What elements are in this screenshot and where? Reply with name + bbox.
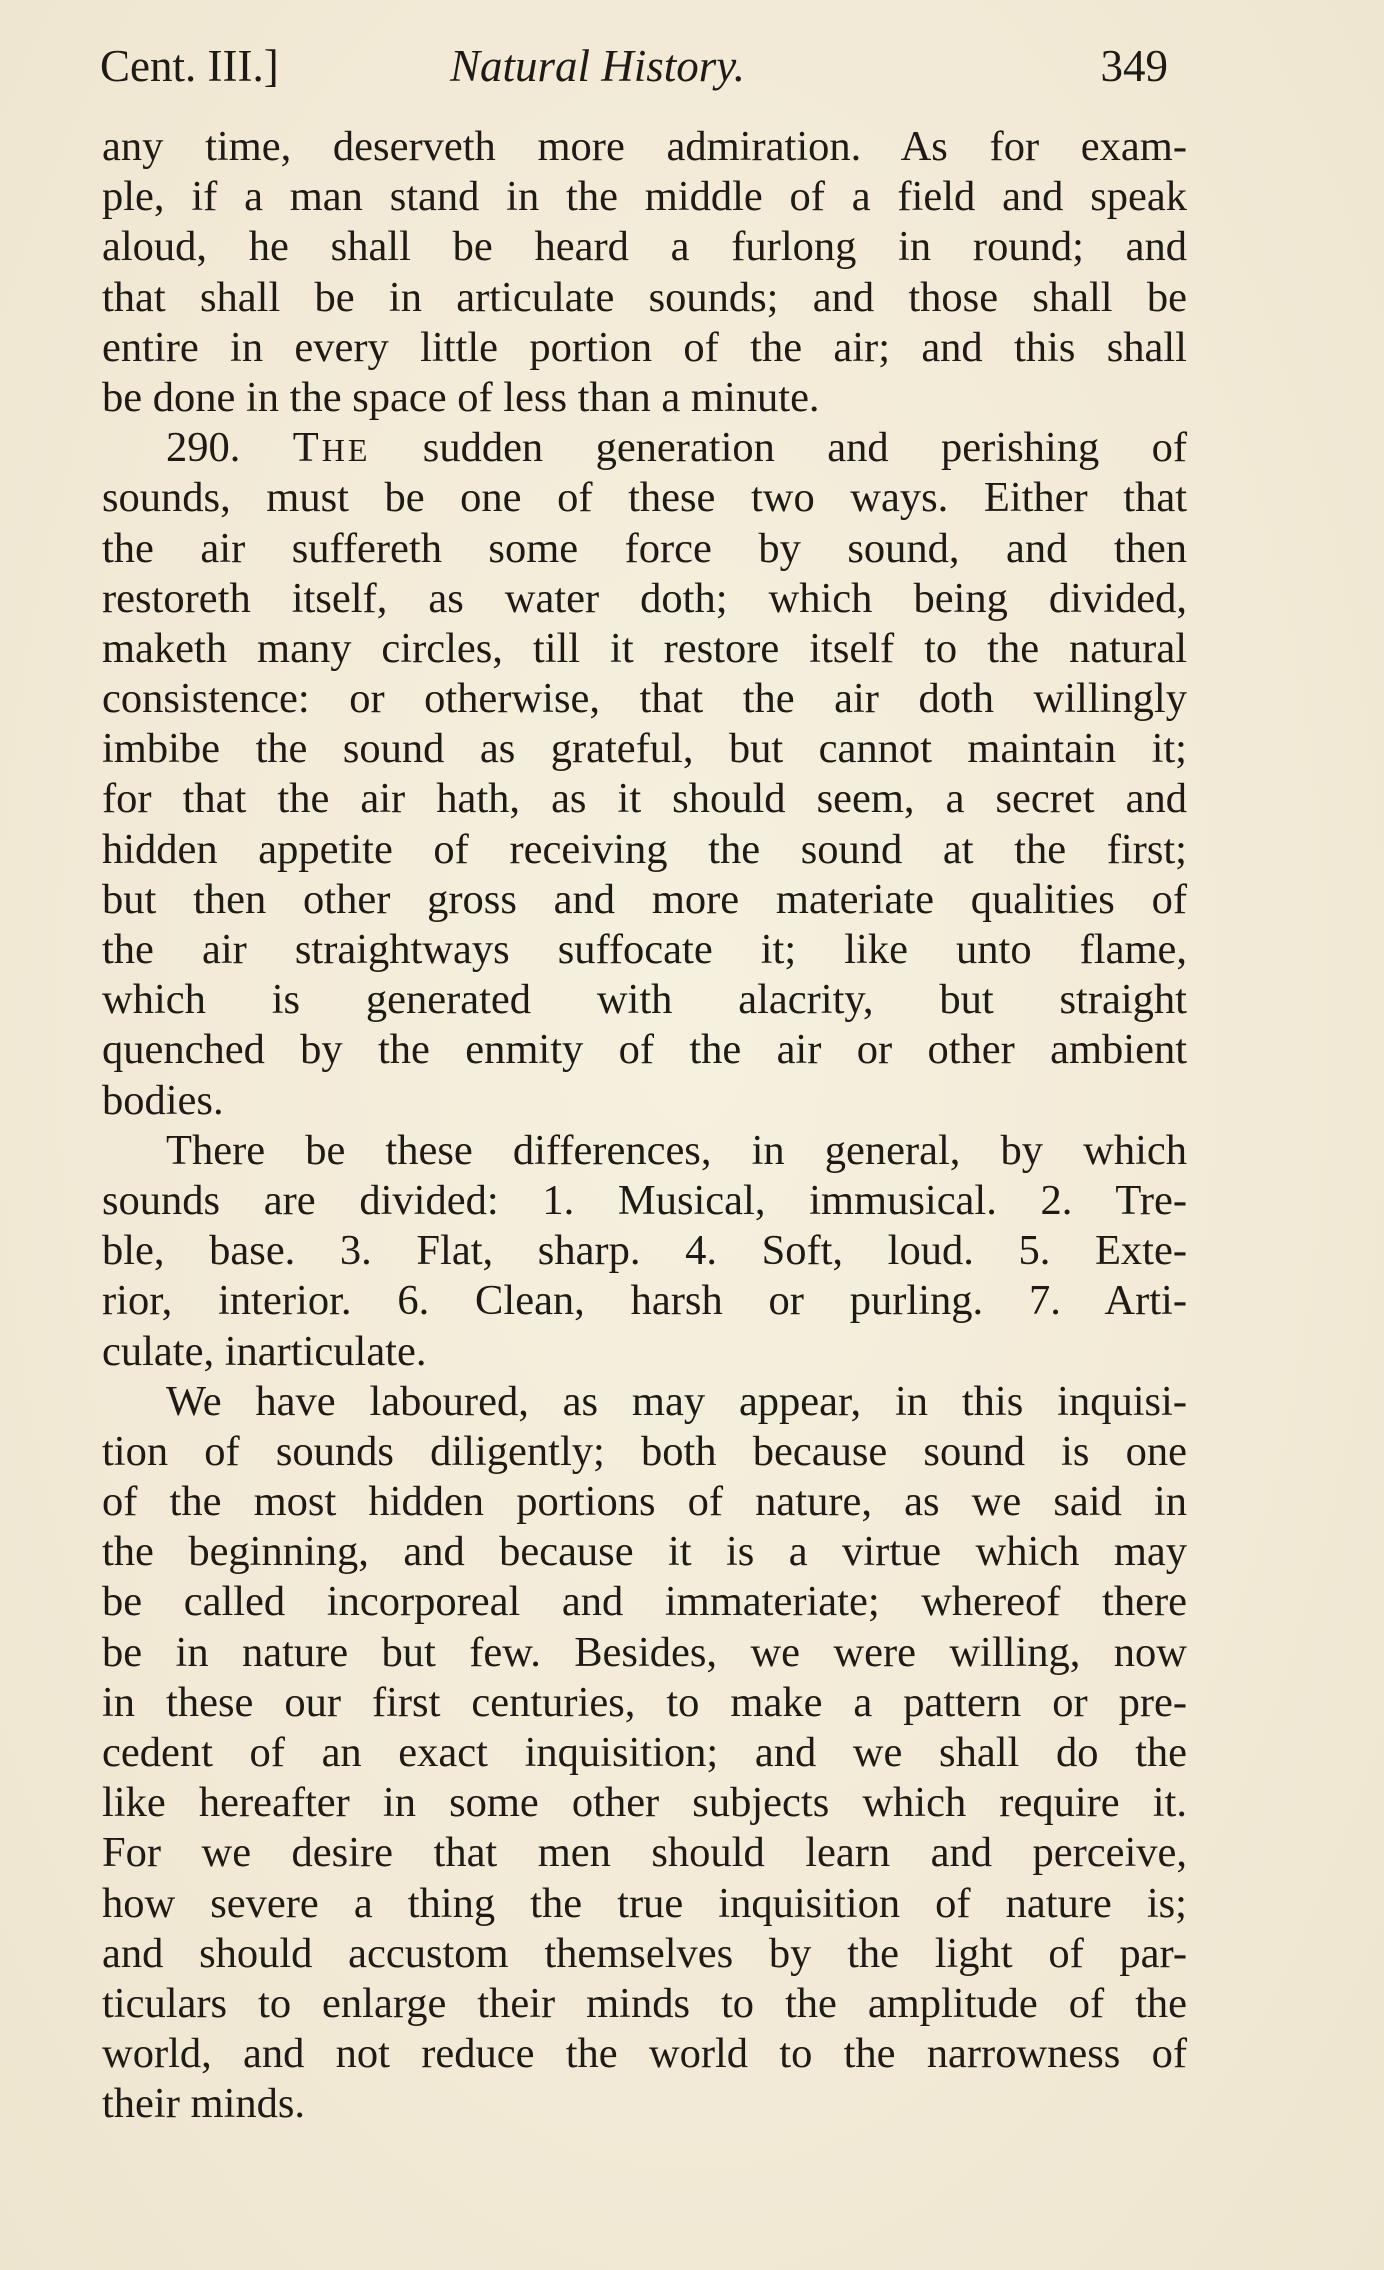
paragraph-continuation [102,122,1187,423]
text-line-first: There be these differences, in general, by which [166,1126,1187,1174]
page-number: 349 [1100,41,1168,91]
show-through-shadow [120,2078,1170,2158]
text-line: ple, if a man stand in the middle of a field and speak [102,173,1187,221]
text-line: like hereafter in some other subjects which require it. [102,1779,1187,1827]
text-line: ble, base. 3. Flat, sharp. 4. Soft, loud. 5. Exte- [102,1227,1187,1275]
text-line: world, and not reduce the world to the narrowness of [102,2030,1187,2078]
text-line: imbibe the sound as grateful, but cannot maintain it; [102,725,1187,773]
lead-word-initial: T [292,424,322,472]
text-line: tion of sounds diligently; both because sound is one [102,1427,1187,1475]
text-line: entire in every little portion of the air; and this shall [102,323,1187,371]
text-line: any time, deserveth more admiration. As for exam- [102,123,1187,170]
text-line: which is generated with alacrity, but straight [102,976,1187,1024]
paragraph-290 [102,423,1187,1126]
text-line: how severe a thing the true inquisition of nature is; [102,1879,1187,1927]
text-line: the air straightways suffocate it; like unto flame, [102,926,1187,973]
lead-word-rest: HE [321,432,371,469]
text-line: rior, interior. 6. Clean, harsh or purling. 7. Arti- [102,1277,1187,1325]
text-line: ticulars to enlarge their minds to the amplitude of the [102,1979,1187,2027]
text-line: the beginning, and because it is a virtue which may [102,1528,1187,1576]
text-line: bodies. [102,1076,224,1124]
text-line: and should accustom themselves by the light of par- [102,1929,1187,1977]
text-line: the air suffereth some force by sound, and then [102,524,1187,572]
text-line: but then other gross and more materiate qualities of [102,875,1187,923]
text-line: For we desire that men should learn and perceive, [102,1829,1187,1877]
text-line-first [102,423,1187,473]
text-line: for that the air hath, as it should seem, a secret and [102,775,1187,823]
text-line: maketh many circles, till it restore itself to the natural [102,624,1187,672]
text-line: in these our first centuries, to make a pattern or pre- [102,1678,1187,1726]
paragraph-differences [102,1126,1187,1377]
text-line: sounds, must be one of these two ways. Either that [102,474,1187,522]
text-line: be in nature but few. Besides, we were willing, now [102,1628,1187,1676]
text-line: their minds. [102,2080,306,2128]
text-line: be done in the space of less than a minute. [102,373,820,421]
running-head-section: Cent. III.] [100,41,279,91]
running-head-title: Natural History. [450,41,746,91]
text-line: of the most hidden portions of nature, as we said in [102,1478,1187,1526]
text-line: that shall be in articulate sounds; and those shall be [102,273,1187,321]
text-line: consistence: or otherwise, that the air doth willingly [102,675,1187,723]
text-line: restoreth itself, as water doth; which being divided, [102,574,1187,622]
text-line: culate, inarticulate. [102,1327,427,1375]
text-line: hidden appetite of receiving the sound at the first; [102,825,1187,873]
text-line: be called incorporeal and immateriate; whereof there [102,1578,1187,1626]
body-text [102,122,1187,2130]
section-number: 290. [166,424,241,472]
lead-word [293,424,371,471]
page-header [100,40,1168,104]
first-line-rest: sudden generation and perishing of [422,424,1188,472]
text-line: sounds are divided: 1. Musical, immusical. 2. Tre- [102,1176,1187,1224]
text-line: quenched by the enmity of the air or other ambient [102,1026,1187,1074]
text-line-first: We have laboured, as may appear, in this inquisi- [166,1377,1187,1425]
paragraph-laboured [102,1377,1187,2130]
text-line: aloud, he shall be heard a furlong in round; and [102,223,1187,271]
text-line: cedent of an exact inquisition; and we shall do the [102,1729,1187,1776]
